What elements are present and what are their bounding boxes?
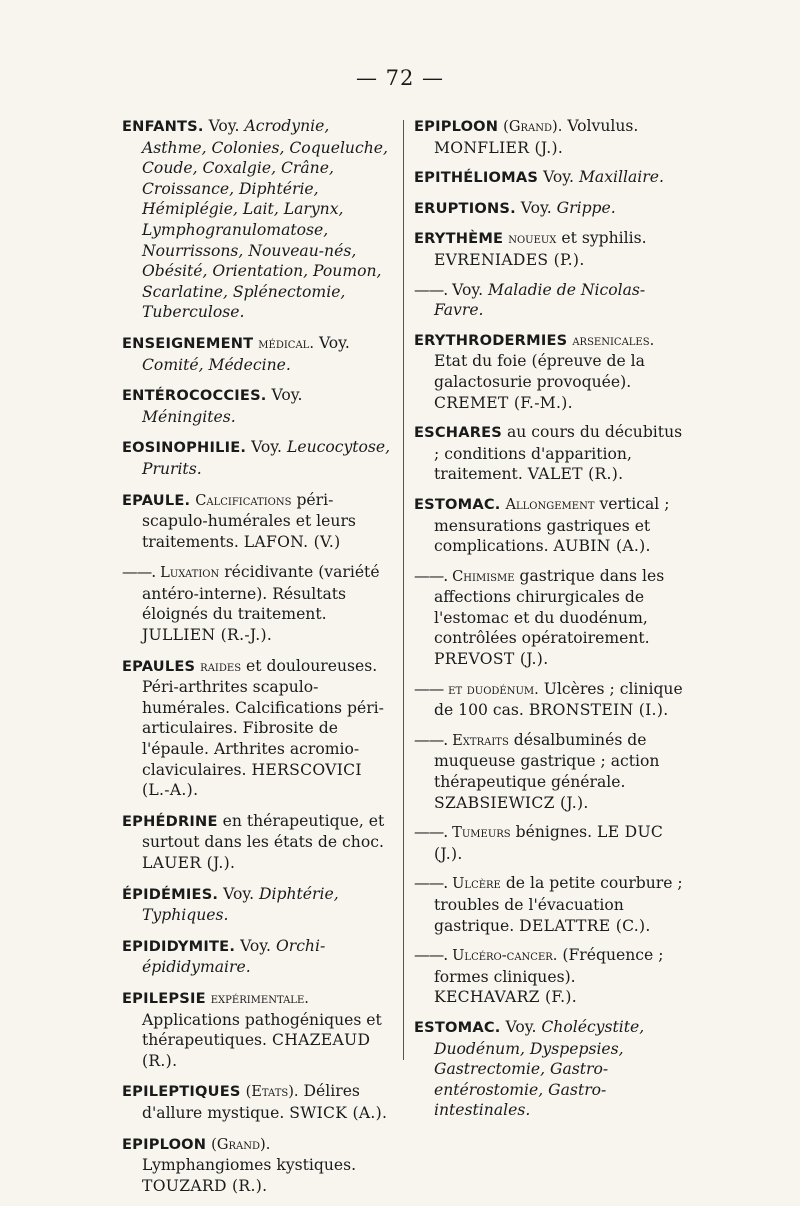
entry-author: KECHAVARZ (F.). [434,988,578,1007]
entry-subheading: noueux [508,230,557,248]
index-entry [122,656,394,801]
entry-text: Voy. [520,198,552,217]
index-entry [122,385,394,427]
entry-heading: ERUPTIONS. [414,199,516,217]
entry-ditto-dash: ——. [414,946,448,965]
entry-author: SZABSIEWICZ (J.). [434,793,589,812]
entry-heading: EPAULE. [122,491,191,509]
entry-cross-references: Maladie de Nicolas-Favre. [434,280,646,320]
entry-text: Voy. [240,936,271,955]
index-entry [414,1017,684,1121]
entry-author: JULLIEN (R.-J.). [142,626,273,645]
index-entry [414,566,684,670]
index-entry [122,562,394,645]
entry-text: et douloureuses. Péri-arthrites scapulo-humérales. Calcifications péri-articulaires. Fibrosite de l'épaule. Arthrites acromio-claviculaires. [142,656,384,779]
page-number: — 72 — [355,66,445,90]
index-entry [414,422,684,485]
index-entry [414,330,684,413]
index-entry [414,280,684,321]
entry-subheading: Tumeurs [452,824,511,842]
entry-text: (Fréquence ; formes cliniques). [434,946,664,986]
entry-heading: EPIPLOON [414,118,499,135]
entry-author: PREVOST (J.). [434,650,549,669]
entry-author: AUBIN (A.). [553,537,651,556]
entry-text: Voy. [271,386,303,405]
entry-text: Voy. [318,333,350,352]
entry-subheading: Ulcère [452,875,501,893]
entry-author: DELATTRE (C.). [519,916,651,935]
entry-text: en thérapeutique, et surtout dans les états de choc. [142,811,385,852]
entry-subheading: et duodénum. [448,680,539,698]
entry-heading: ENFANTS. [122,118,204,135]
entry-text: au cours du décubitus ; conditions d'apparition, traitement. [434,423,683,484]
entry-heading: ERYTHRODERMIES [414,331,568,349]
entry-author: BRONSTEIN (I.). [528,701,669,720]
entry-subheading: Allongement [505,495,595,513]
entry-text: Délires d'allure mystique. [142,1082,360,1122]
index-entry [122,936,394,978]
entry-text: récidivante (variété antéro-interne). Résultats éloignés du traitement. [142,563,380,624]
entry-author: MONFLIER (J.). [434,138,564,157]
index-entry [122,116,394,323]
entry-cross-references: Comité, Médecine. [142,355,291,374]
index-entry [122,333,394,375]
entry-ditto-dash: ——. [414,874,448,893]
index-entry [122,884,394,926]
entry-author: CHAZEAUD (R.). [142,1031,371,1070]
entry-heading: EPIDIDYMITE. [122,937,236,955]
entry-author: CREMET (F.-M.). [434,393,573,412]
entry-cross-references: Méningites. [142,407,236,426]
entry-subheading: arsenicales. [572,331,655,349]
entry-subheading: Ulcéro-cancer. [452,947,558,965]
entry-heading: ENTÉROCOCCIES. [122,387,267,405]
entry-text: Voy. [251,438,283,457]
entry-author: VALET (R.). [527,465,624,484]
entry-ditto-dash: ——. [414,730,448,749]
entry-text: Voy. [505,1017,537,1036]
index-entry [414,228,684,270]
entry-text: bénignes. [515,823,593,842]
entry-cross-references: Orchi-épididymaire. [142,936,326,977]
entry-author: EVRENIADES (P.). [434,250,585,269]
entry-heading: ESTOMAC. [414,495,501,513]
index-entry [122,1081,394,1123]
entry-subheading: (Grand). [211,1135,271,1153]
entry-heading: EPIPLOON [122,1135,207,1153]
entry-subheading: Calcifications [195,491,292,509]
index-entry [414,945,684,1008]
entry-subheading: (Etats). [245,1083,299,1101]
entry-text: Applications pathogéniques et thérapeutiques. [142,1010,382,1050]
entry-subheading: expérimentale. [210,989,309,1007]
column-divider [403,120,404,1060]
entry-text: péri-scapulo-humérales et leurs traitements. [142,490,356,551]
index-entry [414,167,684,189]
entry-text: Voy. [543,168,574,187]
index-entry [122,490,394,553]
entry-heading: EPITHÉLIOMAS [414,169,539,187]
entry-text: Voy. [452,280,484,299]
index-entry [122,811,394,874]
index-entry [122,1134,394,1197]
entry-author: LAUER (J.). [142,854,236,872]
entry-cross-references: Grippe. [556,198,616,217]
entry-text: de la petite courbure ; troubles de l'évacuation gastrique. [434,874,683,935]
index-entry [414,116,684,158]
entry-subheading: (Grand). [503,118,563,135]
entry-ditto-dash: ——. [414,566,448,585]
entry-text: Voy. [223,884,255,903]
entry-heading: ESTOMAC. [414,1018,501,1036]
index-entry [414,198,684,220]
entry-text: Ulcères ; clinique de 100 cas. [434,679,683,720]
index-entry [122,437,394,479]
entry-heading: EPILEPSIE [122,989,206,1007]
entry-cross-references: Maxillaire. [578,168,664,187]
entry-subheading: Extraits [452,731,509,749]
left-column [122,116,394,1206]
index-entry [414,494,684,557]
index-entry [122,988,394,1071]
right-column [414,116,684,1130]
entry-text: et syphilis. [561,229,647,248]
entry-ditto-dash: ——. [414,280,448,299]
entry-text: Volvulus. [567,117,639,135]
entry-author: SWICK (A.). [289,1103,388,1122]
entry-text: gastrique dans les affections chirurgicales de l'estomac et du duodénum, contrôlées opératoirement. [434,566,665,648]
entry-heading: EPAULES [122,657,196,675]
entry-text: vertical ; mensurations gastriques et complications. [434,494,670,556]
entry-author: LE DUC (J.). [434,823,664,863]
entry-text: Lymphangiomes kystiques. [142,1156,357,1175]
entry-heading: EOSINOPHILIE. [122,439,247,457]
entry-subheading: raides [200,657,242,675]
entry-cross-references: Diphtérie, Typhiques. [142,884,339,925]
entry-ditto-dash: —— [414,679,444,698]
entry-ditto-dash: ——. [414,823,448,842]
entry-heading: ENSEIGNEMENT [122,334,254,352]
entry-cross-references: Leucocytose, Prurits. [142,438,391,478]
entry-cross-references: Cholécystite, Duodénum, Dyspepsies, Gastrectomie, Gastro-entérostomie, Gastro-intestinales. [434,1017,645,1120]
entry-author: LAFON. (V.) [243,532,341,551]
entry-text: Voy. [208,117,240,135]
entry-heading: EPHÉDRINE [122,812,218,830]
entry-heading: ERYTHÈME [414,230,504,248]
entry-cross-references: Acrodynie, Asthme, Colonies, Coqueluche, Coude, Coxalgie, Crâne, Croissance, Diphtérie, Hémiplégie, Lait, Larynx, Lymphogranulomatose, Nourrissons, Nouveau-nés, Obésité, Orientation, Poumon, Scarlatine, Splénectomie, Tuberculose. [142,117,388,322]
entry-subheading: médical. [258,334,314,352]
index-entry [414,822,684,864]
entry-heading: EPILEPTIQUES [122,1083,241,1101]
entry-heading: ESCHARES [414,424,503,442]
index-entry [414,730,684,813]
entry-author: TOUZARD (R.). [142,1176,268,1195]
index-entry [414,679,684,721]
entry-subheading: Luxation [160,564,220,582]
index-entry [414,873,684,936]
entry-subheading: Chimisme [452,567,515,585]
entry-heading: ÉPIDÉMIES. [122,885,219,903]
entry-ditto-dash: ——. [122,563,156,582]
entry-text: Etat du foie (épreuve de la galactosurie provoquée). [434,352,645,391]
entry-text: désalbuminés de muqueuse gastrique ; action thérapeutique générale. [434,730,660,792]
entry-author: HERSCOVICI (L.-A.). [142,760,362,800]
